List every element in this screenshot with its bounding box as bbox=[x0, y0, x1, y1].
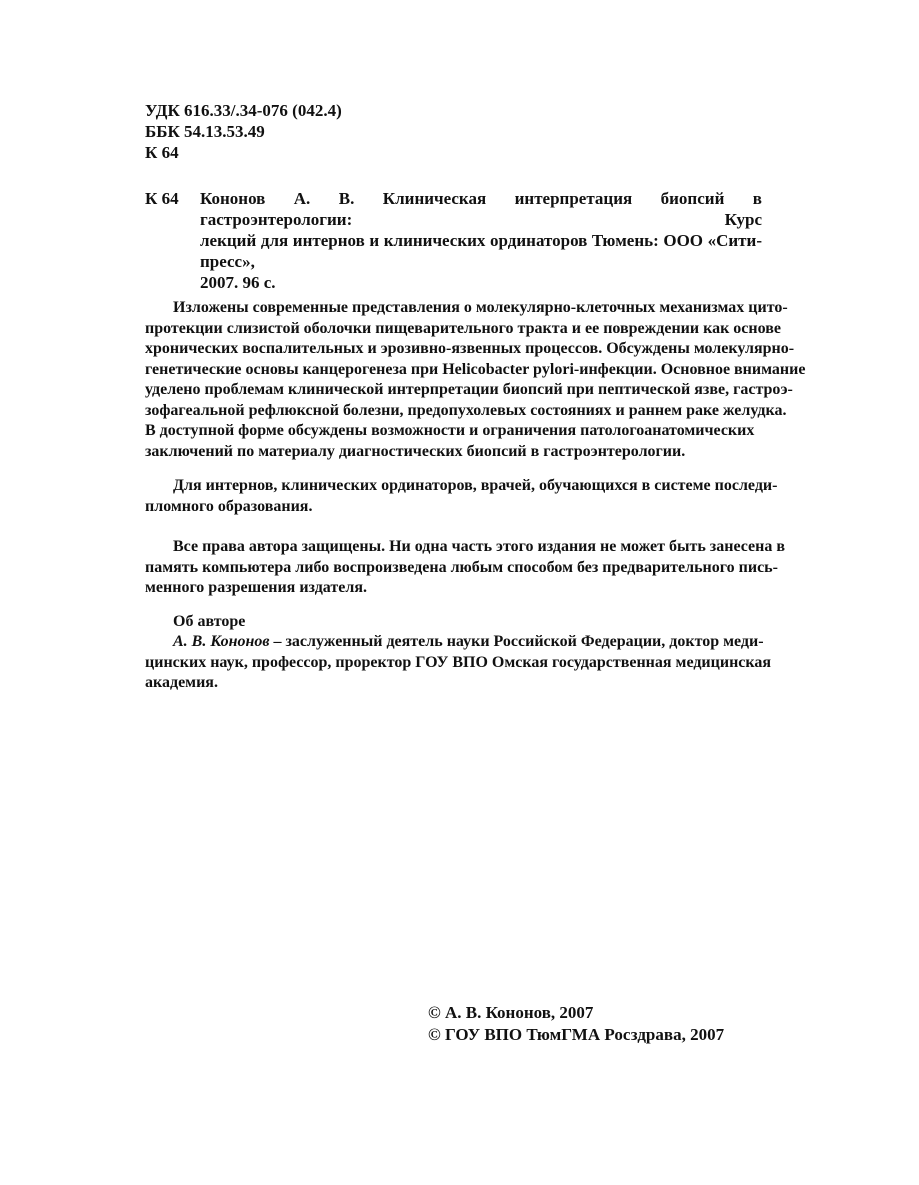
about-author-paragraph bbox=[145, 632, 772, 694]
abstract-line: Изложены современные представления о молекулярно-клеточных механизмах цито- bbox=[173, 299, 788, 316]
about-author-line: цинских наук, профессор, проректор ГОУ ВПО Омская государственная медицинская bbox=[145, 653, 772, 671]
copyright-block bbox=[428, 1002, 724, 1046]
abstract-line: хронических воспалительных и эрозивно-язвенных процессов. Обсуждены молекулярно- bbox=[145, 340, 795, 357]
about-author-line: академия. bbox=[145, 674, 218, 691]
biblio-line: лекций для интернов и клинических ординаторов Тюмень: ООО «Сити-пресс», bbox=[200, 231, 762, 271]
classification-block bbox=[145, 100, 342, 163]
author-name: А. В. Кононов bbox=[173, 633, 270, 650]
abstract-line: зофагеальной рефлюксной болезни, предопухолевых состояниях и раннем раке желудка. bbox=[145, 401, 787, 419]
abstract-line: генетические основы канцерогенеза при Helicobacter pylori-инфекции. Основное внимание bbox=[145, 360, 806, 378]
biblio-description bbox=[200, 188, 762, 293]
bbk-code: ББК 54.13.53.49 bbox=[145, 122, 265, 141]
rights-line: память компьютера либо воспроизведена любым способом без предварительного пись- bbox=[145, 558, 778, 576]
udk-code: УДК 616.33/.34-076 (042.4) bbox=[145, 101, 342, 120]
about-author-heading: Об авторе bbox=[173, 613, 246, 630]
abstract-line: заключений по материалу диагностических биопсий в гастроэнтерологии. bbox=[145, 442, 686, 460]
rights-paragraph bbox=[145, 537, 786, 599]
abstract-line: уделено проблемам клинической интерпретации биопсий при пептической язве, гастроэ- bbox=[145, 381, 793, 398]
copyright-author: © А. В. Кононов, 2007 bbox=[428, 1003, 594, 1022]
rights-line: менного разрешения издателя. bbox=[145, 579, 367, 596]
rights-line: Все права автора защищены. Ни одна часть этого издания не может быть занесена в bbox=[173, 538, 786, 555]
abstract-paragraph bbox=[145, 298, 806, 462]
author-mark: К 64 bbox=[145, 143, 179, 162]
audience-line: пломного образования. bbox=[145, 497, 313, 515]
abstract-line: В доступной форме обсуждены возможности и ограничения патологоанатомических bbox=[145, 422, 755, 439]
audience-paragraph bbox=[145, 476, 778, 517]
biblio-code: К 64 bbox=[145, 189, 179, 208]
abstract-line: протекции слизистой оболочки пищеварительного тракта и ее повреждении как основе bbox=[145, 319, 781, 337]
author-line-rest: – заслуженный деятель науки Российской Федерации, доктор меди- bbox=[269, 633, 764, 650]
about-author-line bbox=[145, 632, 764, 653]
biblio-line: Кононов А. В. Клиническая интерпретация биопсий в гастроэнтерологии: Курс bbox=[200, 189, 762, 229]
audience-line: Для интернов, клинических ординаторов, врачей, обучающихся в системе последи- bbox=[173, 477, 778, 494]
copyright-publisher: © ГОУ ВПО ТюмГМА Росздрава, 2007 bbox=[428, 1025, 725, 1044]
biblio-line: 2007. 96 с. bbox=[200, 273, 276, 292]
